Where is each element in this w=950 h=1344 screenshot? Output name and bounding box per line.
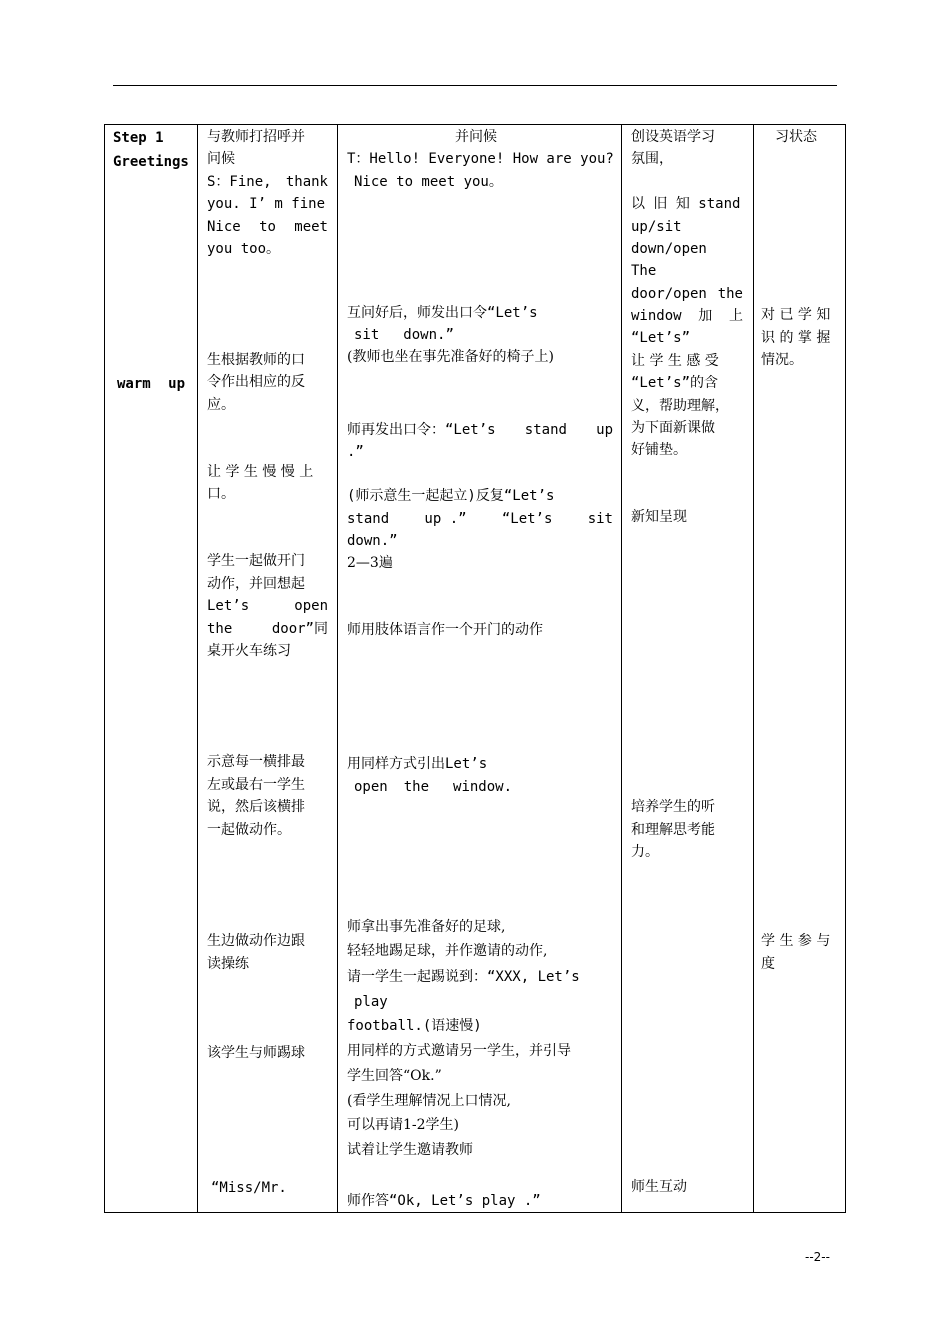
teacher-text-line: (师示意生一起起立)反复“Let’s: [347, 488, 555, 504]
evaluation-text-line: 识 的 掌 握: [761, 330, 831, 346]
student-text-line: Nice to meet: [207, 219, 328, 235]
student-text-line: 一起做动作。: [207, 822, 291, 838]
intent-text-line: 和理解思考能: [631, 822, 715, 838]
intent-text-line: down/open: [631, 241, 707, 257]
column-divider: [753, 125, 754, 1212]
student-text-line: “Miss/Mr.: [211, 1180, 287, 1196]
teacher-text-line: 用同样的方式邀请另一学生，并引导: [347, 1043, 571, 1059]
evaluation-text-line: 度: [761, 956, 775, 972]
column-divider: [197, 125, 198, 1212]
intent-text-line: 师生互动: [631, 1179, 687, 1195]
student-text-line: 生根据教师的口: [207, 352, 305, 368]
student-text-line: 该学生与师踢球: [207, 1045, 305, 1061]
teacher-text-line: 2—3遍: [347, 555, 393, 571]
teacher-text-line: T：Hello! Everyone! How are you?: [347, 151, 614, 167]
student-text-line: 让 学 生 慢 慢 上: [207, 464, 314, 480]
student-text-line: 问候: [207, 151, 235, 167]
teacher-text-line: 请一学生一起踢说到：“XXX, Let’s: [347, 969, 580, 985]
student-text-line: you too。: [207, 241, 281, 257]
intent-text-line: “Let’s”的含: [631, 375, 719, 391]
teacher-text-line: 师作答“Ok, Let’s play .”: [347, 1193, 541, 1209]
intent-text-line: 好铺垫。: [631, 442, 687, 458]
intent-text-line: 培养学生的听: [631, 799, 715, 815]
intent-text-line: 力。: [631, 844, 659, 860]
teacher-text-line: 试着让学生邀请教师: [347, 1142, 473, 1158]
student-text-line: 应。: [207, 397, 235, 413]
intent-text-line: 让 学 生 感 受: [631, 353, 719, 369]
teacher-text-line: 用同样方式引出Let’s: [347, 756, 488, 772]
intent-text-line: 为下面新课做: [631, 420, 715, 436]
header-rule: [113, 85, 837, 86]
evaluation-text-line: 学 生 参 与: [761, 933, 831, 949]
student-text-line: you. I’ m fine: [207, 196, 326, 212]
intent-text-line: 以 旧 知 stand: [631, 196, 741, 212]
teacher-text-line: 师再发出口令：“Let’s stand up: [347, 422, 613, 438]
intent-text-line: The: [631, 263, 657, 279]
evaluation-text-line: 习状态: [775, 129, 817, 145]
teacher-text-line: 轻轻地踢足球，并作邀请的动作,: [347, 943, 548, 959]
intent-text-line: “Let’s”: [631, 330, 691, 346]
student-text-line: 动作，并回想起: [207, 576, 305, 592]
evaluation-text-line: 情况。: [761, 352, 803, 368]
teacher-text-line: 并问候: [455, 129, 497, 145]
step-label: Step 1: [113, 130, 164, 146]
student-text-line: S：Fine, thank: [207, 174, 328, 190]
intent-text-line: 义，帮助理解，: [631, 398, 729, 414]
teacher-text-line: play: [354, 994, 388, 1010]
student-text-line: 口。: [207, 486, 235, 502]
intent-text-line: door/open the: [631, 286, 743, 302]
teacher-text-line: down.”: [347, 533, 398, 549]
teacher-text-line: 师用肢体语言作一个开门的动作: [347, 622, 543, 638]
column-divider: [621, 125, 622, 1212]
teacher-text-line: 互问好后，师发出口令“Let’s: [347, 305, 538, 321]
teacher-text-line: stand up .” “Let’s sit: [347, 511, 613, 527]
teacher-text-line: .”: [347, 444, 364, 460]
intent-text-line: 氛围，: [631, 151, 673, 167]
student-text-line: the door”同: [207, 621, 328, 637]
student-text-line: 桌开火车练习: [207, 643, 291, 659]
teacher-text-line: 学生回答“Ok.”: [347, 1068, 442, 1084]
student-text-line: Let’s open: [207, 598, 328, 614]
step-greetings: Greetings: [113, 154, 189, 170]
student-text-line: 学生一起做开门: [207, 553, 305, 569]
student-text-line: 生边做动作边跟: [207, 933, 305, 949]
intent-text-line: 新知呈现: [631, 509, 687, 525]
teacher-text-line: 师拿出事先准备好的足球,: [347, 919, 506, 935]
intent-text-line: window 加 上: [631, 308, 743, 324]
teacher-text-line: 可以再请1-2学生): [347, 1117, 460, 1133]
intent-text-line: 创设英语学习: [631, 129, 715, 145]
teacher-text-line: open the window.: [354, 779, 513, 795]
warm-up-label: warm up: [117, 376, 185, 392]
evaluation-text-line: 对 已 学 知: [761, 307, 831, 323]
student-text-line: 与教师打招呼并: [207, 129, 305, 145]
student-text-line: 说，然后该横排: [207, 799, 305, 815]
page-number: --2--: [805, 1250, 830, 1264]
student-text-line: 读操练: [207, 956, 249, 972]
student-text-line: 示意每一横排最: [207, 754, 305, 770]
student-text-line: 左或最右一学生: [207, 777, 305, 793]
student-text-line: 令作出相应的反: [207, 374, 305, 390]
teacher-text-line: sit down.”: [354, 327, 454, 343]
column-divider: [337, 125, 338, 1212]
teacher-text-line: Nice to meet you。: [354, 174, 503, 190]
teacher-text-line: football.(语速慢): [347, 1018, 482, 1034]
teacher-text-line: (教师也坐在事先准备好的椅子上): [347, 349, 554, 365]
teacher-text-line: (看学生理解情况上口情况,: [347, 1093, 511, 1109]
intent-text-line: up/sit: [631, 219, 682, 235]
